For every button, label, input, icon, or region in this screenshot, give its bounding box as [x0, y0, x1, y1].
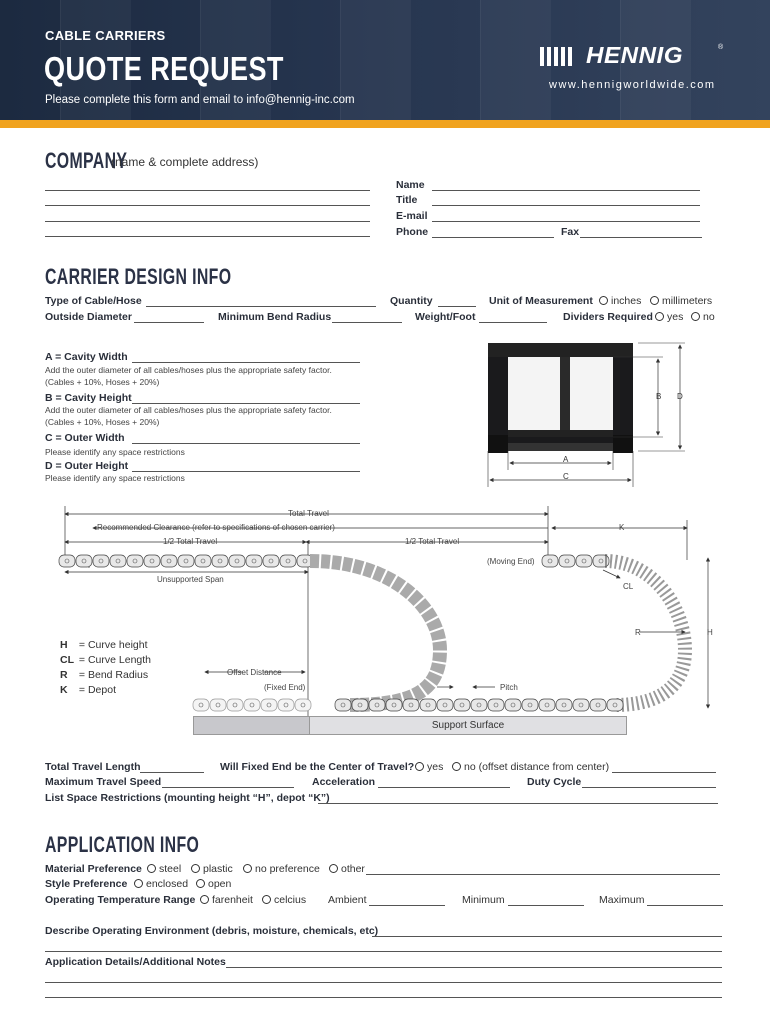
offset-distance-field[interactable]	[612, 772, 716, 773]
travel-diagram	[45, 500, 725, 740]
weight-field[interactable]	[479, 322, 547, 323]
total-travel-length-label: Total Travel Length	[45, 761, 141, 773]
fixed-end-no-radio[interactable]: no (offset distance from center)	[452, 761, 609, 773]
minimum-field[interactable]	[508, 905, 584, 906]
mbr-field[interactable]	[332, 322, 402, 323]
details-field-3[interactable]	[45, 997, 722, 998]
style-label: Style Preference	[45, 878, 128, 890]
pitch-label: Pitch	[500, 683, 518, 692]
moving-end-label: (Moving End)	[487, 557, 535, 566]
dividers-label: Dividers Required	[563, 311, 653, 323]
dim-c-label: C	[563, 472, 569, 481]
unit-label: Unit of Measurement	[489, 295, 593, 307]
max-travel-speed-label: Maximum Travel Speed	[45, 776, 162, 788]
bend-radius-label: R	[635, 628, 641, 637]
total-travel-length-field[interactable]	[140, 772, 204, 773]
cavity-height-label: B = Cavity Height	[45, 392, 132, 404]
cable-type-label: Type of Cable/Hose	[45, 295, 142, 307]
website-url: www.hennigworldwide.com	[549, 79, 716, 91]
name-label: Name	[396, 179, 425, 191]
legend-cl: CL = Curve Length	[60, 654, 152, 666]
cavity-height-note-2: (Cables + 10%, Hoses + 20%)	[45, 417, 160, 427]
title-label: Title	[396, 194, 418, 206]
weight-label: Weight/Foot	[415, 311, 476, 323]
space-restrictions-field[interactable]	[318, 803, 718, 804]
acceleration-label: Acceleration	[312, 776, 376, 788]
duty-cycle-label: Duty Cycle	[527, 776, 582, 788]
support-surface: Support Surface	[309, 716, 627, 735]
style-open-radio[interactable]: open	[196, 878, 231, 890]
total-travel-label: Total Travel	[288, 509, 329, 518]
company-heading: COMPANY	[45, 148, 128, 173]
style-enclosed-radio[interactable]: enclosed	[134, 878, 188, 890]
material-other-radio[interactable]: other	[329, 863, 365, 875]
phone-label: Phone	[396, 226, 429, 238]
logo-bars-icon	[540, 47, 584, 66]
cable-type-field[interactable]	[146, 306, 376, 307]
details-field-2[interactable]	[45, 982, 722, 983]
material-other-field[interactable]	[366, 874, 720, 875]
legend-k: K = Depot	[60, 684, 116, 696]
accent-stripe	[0, 120, 770, 128]
dim-d-label: D	[677, 392, 683, 401]
details-label: Application Details/Additional Notes	[45, 956, 226, 968]
title-field[interactable]	[432, 205, 700, 206]
page-title: QUOTE REQUEST	[44, 50, 284, 87]
maximum-label: Maximum	[599, 894, 645, 906]
dividers-yes-radio[interactable]: yes	[655, 311, 683, 323]
logo: HENNIG	[586, 42, 684, 68]
fixed-end-label: (Fixed End)	[264, 683, 306, 692]
application-heading: APPLICATION INFO	[45, 832, 200, 857]
curve-length-label: CL	[623, 582, 634, 591]
company-heading-note: (name & complete address)	[111, 155, 259, 169]
quantity-label: Quantity	[390, 295, 433, 307]
carrier-heading: CARRIER DESIGN INFO	[45, 264, 232, 289]
ambient-label: Ambient	[328, 894, 367, 906]
material-no-preference-radio[interactable]: no preference	[243, 863, 320, 875]
outer-height-field[interactable]	[132, 471, 360, 472]
carrier-cross-section-diagram	[480, 335, 700, 490]
logo-registered-mark: ®	[718, 44, 724, 51]
minimum-label: Minimum	[462, 894, 505, 906]
support-surface-fixed	[193, 716, 311, 735]
offset-distance-label: Offset Distance	[227, 668, 282, 677]
mbr-label: Minimum Bend Radius	[218, 311, 332, 323]
header-subtitle: Please complete this form and email to info@hennig-inc.com	[45, 94, 355, 106]
od-field[interactable]	[134, 322, 204, 323]
legend-r: R = Bend Radius	[60, 669, 149, 681]
outer-width-label: C = Outer Width	[45, 432, 125, 444]
unit-inches-radio[interactable]: inches	[599, 295, 641, 307]
depot-k-label: K	[619, 523, 625, 532]
address-line-2[interactable]	[45, 205, 370, 206]
max-travel-speed-field[interactable]	[162, 787, 294, 788]
details-field-1[interactable]	[226, 967, 722, 968]
dim-b-label: B	[656, 392, 662, 401]
space-restrictions-label: List Space Restrictions (mounting height “H”, depot “K”)	[45, 792, 330, 804]
half-travel-left-label: 1/2 Total Travel	[163, 537, 218, 546]
fixed-end-yes-radio[interactable]: yes	[415, 761, 443, 773]
material-label: Material Preference	[45, 863, 142, 875]
phone-field[interactable]	[432, 237, 554, 238]
ambient-field[interactable]	[369, 905, 445, 906]
dim-a-label: A	[563, 455, 569, 464]
unsupported-span-label: Unsupported Span	[157, 575, 224, 584]
environment-label: Describe Operating Environment (debris, moisture, chemicals, etc)	[45, 925, 379, 937]
cavity-width-note-1: Add the outer diameter of all cables/hoses plus the appropriate safety factor.	[45, 365, 332, 375]
environment-field-2[interactable]	[45, 951, 722, 952]
address-line-4[interactable]	[45, 236, 370, 237]
fax-label: Fax	[561, 226, 580, 238]
address-line-3[interactable]	[45, 221, 370, 222]
temp-range-label: Operating Temperature Range	[45, 894, 196, 906]
acceleration-field[interactable]	[378, 787, 510, 788]
legend-h: H = Curve height	[60, 639, 148, 651]
cavity-width-note-2: (Cables + 10%, Hoses + 20%)	[45, 377, 160, 387]
material-steel-radio[interactable]: steel	[147, 863, 181, 875]
fax-field[interactable]	[580, 237, 702, 238]
outer-width-field[interactable]	[132, 443, 360, 444]
quantity-field[interactable]	[438, 306, 476, 307]
half-travel-right-label: 1/2 Total Travel	[405, 537, 460, 546]
address-line-1[interactable]	[45, 190, 370, 191]
cavity-height-field[interactable]	[132, 403, 360, 404]
email-label: E-mail	[396, 210, 428, 222]
email-field[interactable]	[432, 221, 700, 222]
outer-height-label: D = Outer Height	[45, 460, 129, 472]
temp-farenheit-radio[interactable]: farenheit	[200, 894, 253, 906]
maximum-field[interactable]	[647, 905, 723, 906]
od-label: Outside Diameter	[45, 311, 132, 323]
outer-width-note: Please identify any space restrictions	[45, 447, 185, 457]
name-field[interactable]	[432, 190, 700, 191]
curve-height-label: H	[707, 628, 713, 637]
temp-celcius-radio[interactable]: celcius	[262, 894, 306, 906]
outer-height-note: Please identify any space restrictions	[45, 473, 185, 483]
duty-cycle-field[interactable]	[582, 787, 716, 788]
cavity-width-label: A = Cavity Width	[45, 351, 128, 363]
unit-mm-radio[interactable]: millimeters	[650, 295, 712, 307]
cavity-width-field[interactable]	[132, 362, 360, 363]
cavity-height-note-1: Add the outer diameter of all cables/hoses plus the appropriate safety factor.	[45, 405, 332, 415]
fixed-end-question: Will Fixed End be the Center of Travel?	[220, 761, 415, 773]
dividers-no-radio[interactable]: no	[691, 311, 715, 323]
clearance-label: Recommended Clearance (refer to specifications of chosen carrier)	[97, 523, 335, 532]
environment-field-1[interactable]	[372, 936, 722, 937]
material-plastic-radio[interactable]: plastic	[191, 863, 233, 875]
header-kicker: CABLE CARRIERS	[45, 28, 166, 43]
